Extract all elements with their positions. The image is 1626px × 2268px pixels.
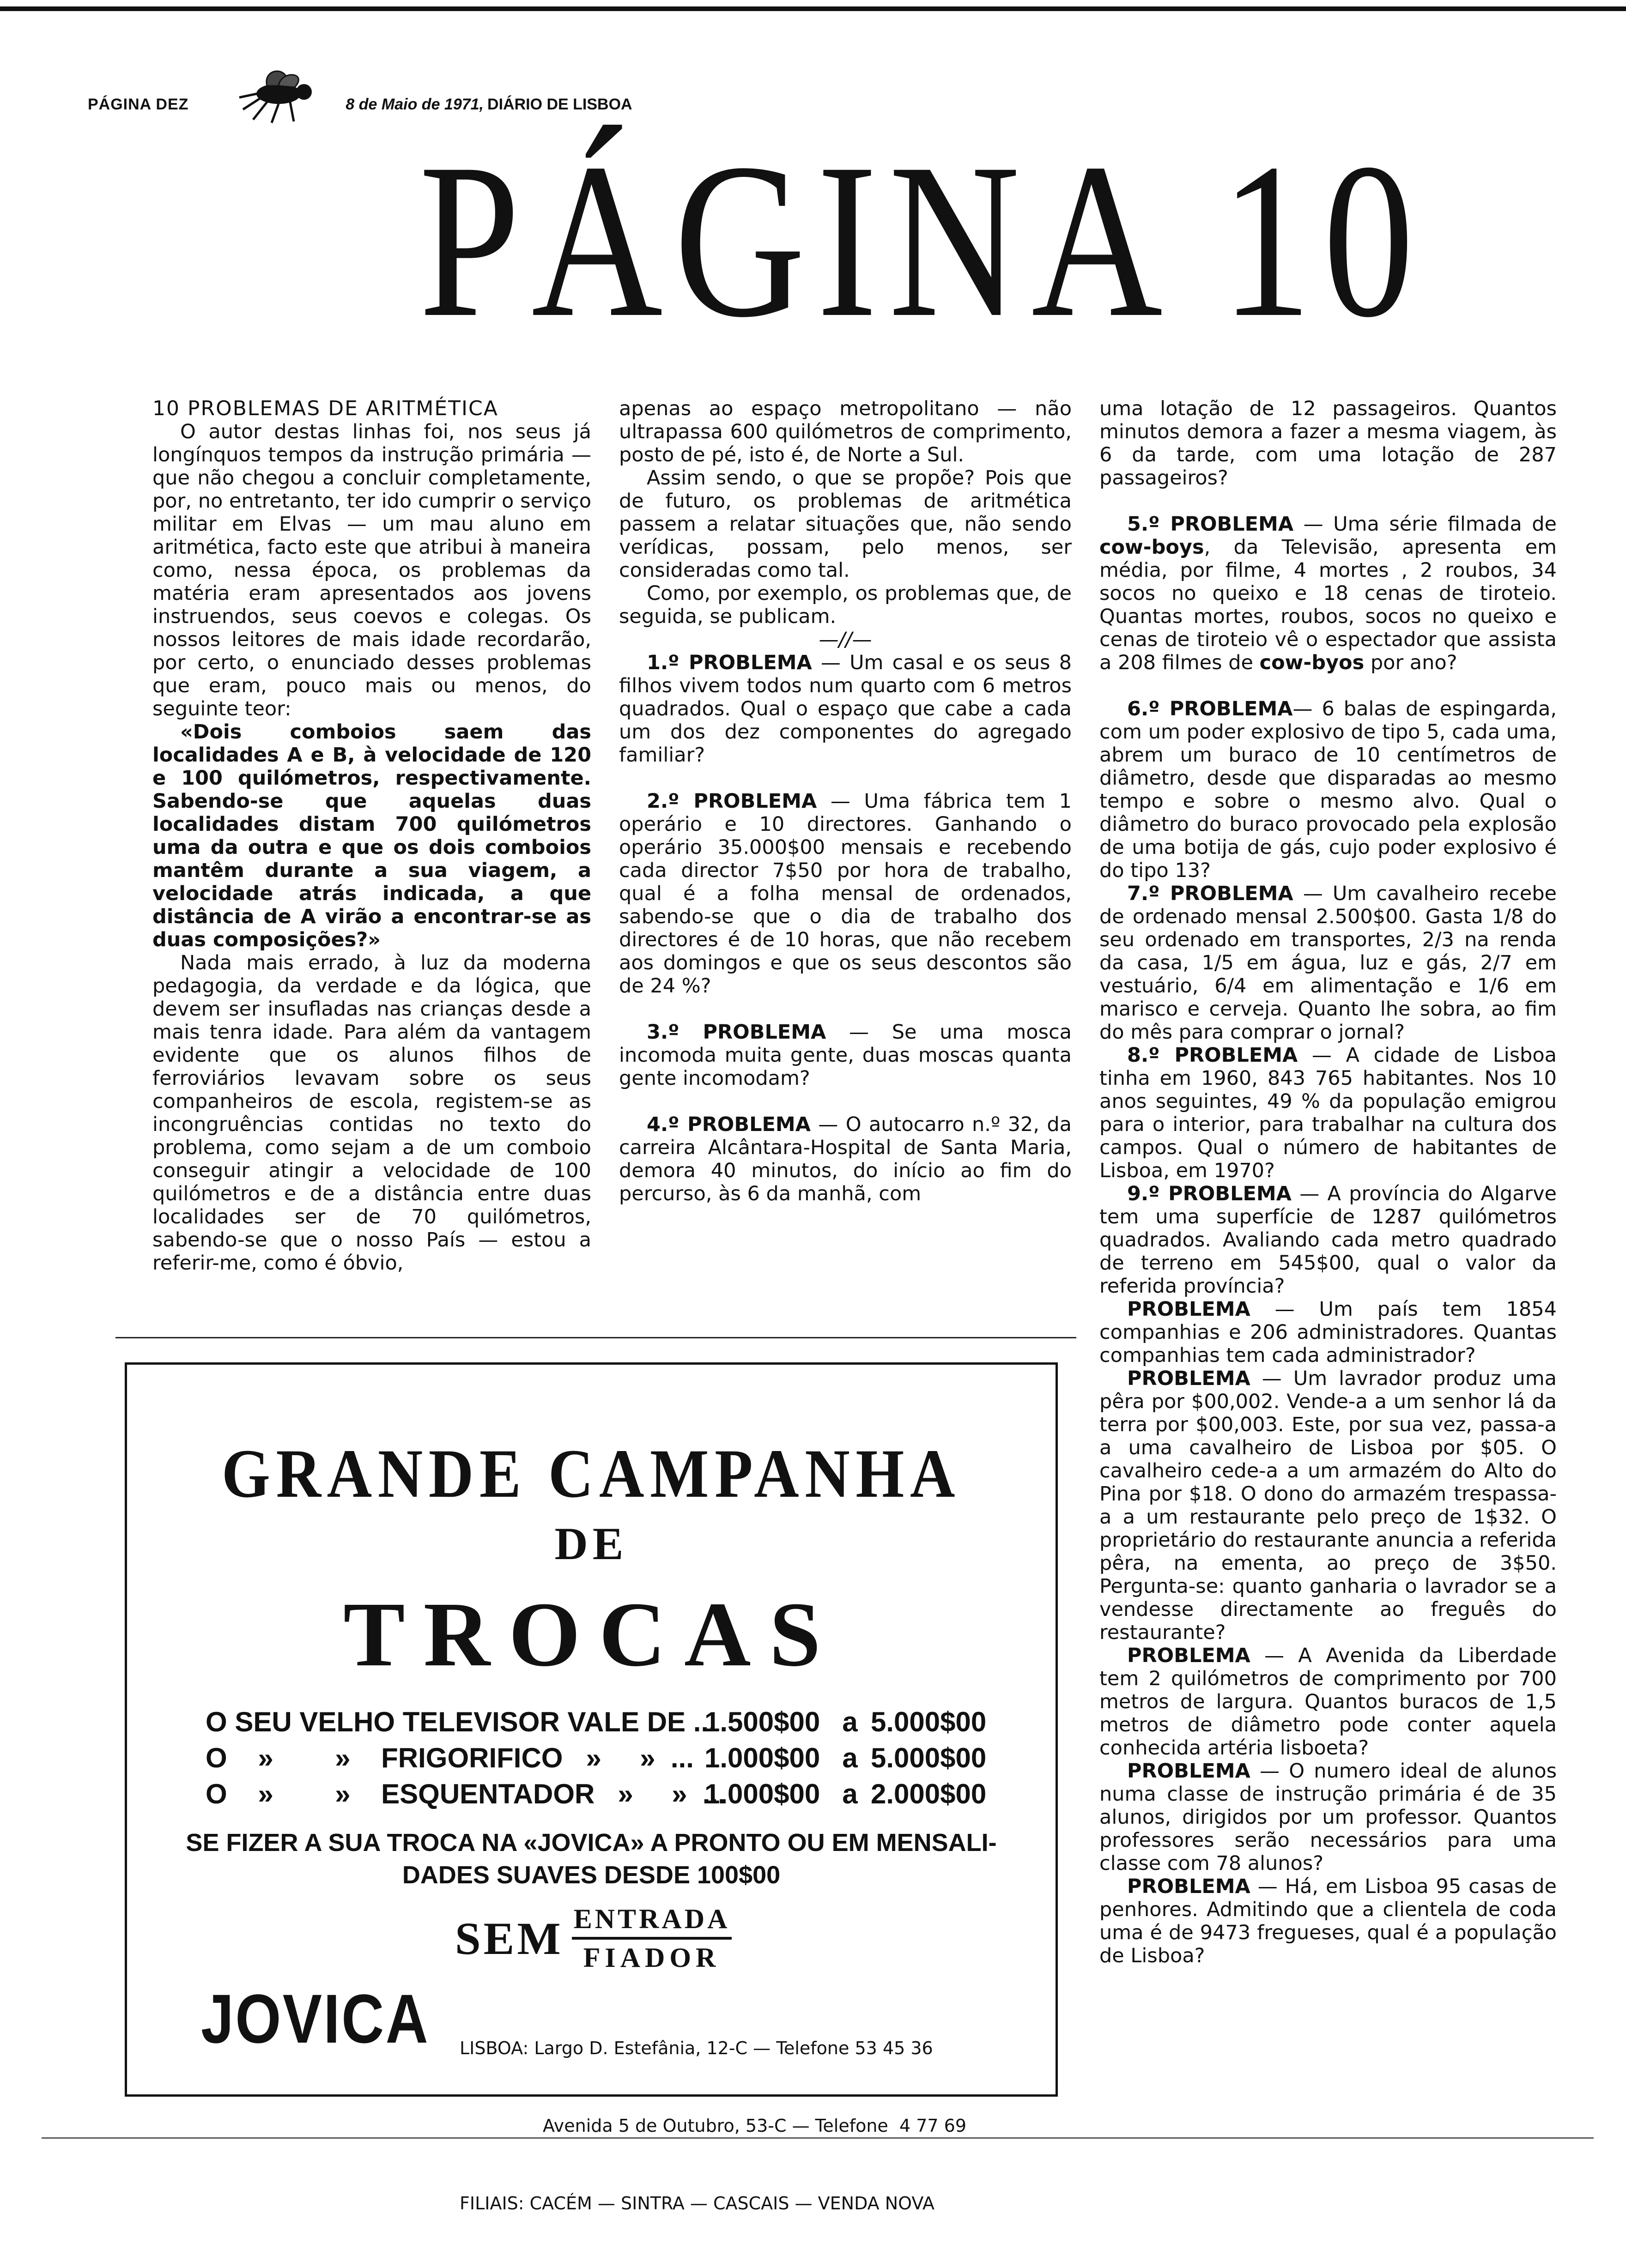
paragraph: O autor destas linhas foi, nos seus já longínquos tempos da instrução primária — que não chegou a concluir completamente, por, no entretanto, ter ido cumprir o serviço militar em Elvas — um mau aluno em aritmética, facto este que atribui à maneira como, nessa época, os problemas da matéria eram apresentados aos jovens instruendos, seus coevos e colegas. Os nossos leitores de mais idade recordarão, por certo, o enunciado desses problemas que eram, pouco mais ou menos, do seguinte teor: [152,420,591,720]
problem-10: PROBLEMA — Um país tem 1854 companhias e 206 administradores. Quantas companhias tem cada administrador? [1099,1298,1557,1367]
article-column-3 [1099,397,1557,2124]
problem-13: PROBLEMA — O numero ideal de alunos numa classe de instrução primária é de 35 alunos, dirigidos por um professor. Quantos professores serão necessários para uma classe com 78 alunos? [1099,1760,1557,1875]
paragraph: uma lotação de 12 passageiros. Quantos minutos demora a fazer a mesma viagem, às 6 da tarde, com uma lotação de 287 passageiros? [1099,397,1557,490]
brand-logo: JOVICA [201,1980,430,2057]
paragraph: Como, por exemplo, os problemas que, de seguida, se publicam. [619,582,1072,628]
problem-7: 7.º PROBLEMA — Um cavalheiro recebe de ordenado mensal 2.500$00. Gasta 1/8 do seu ordenado em transportes, 2/3 na renda da casa, 1/5 em água, luz e gás, 2/7 em vestuário, 6/4 em alimentação e 1/6 em marisco e cerveja. Quanto lhe sobra, ao fim do mês para comprar o jornal? [1099,882,1557,1044]
ad-sem-entrada-fiador: SEM $\frac{\text{ENTRADA}}{\text{FIADOR}}$ [455,1903,732,1974]
problem-5: 5.º PROBLEMA — Uma série filmada de cow-boys, da Televisão, apresenta em média, por filme, 4 mortes , 2 roubos, 34 socos no queixo e 18 cenas de tiroteio. Quantas mortes, roubos, socos no queixo e cenas de tiroteio vê o espectador que assista a 208 filmes de cow-byos por ano? [1099,513,1557,674]
bottom-rule [42,2137,1594,2139]
ad-headline-trocas: TROCAS [343,1584,839,1686]
article-column-2 [619,397,1072,1321]
fly-icon [235,65,318,125]
problem-1: 1.º PROBLEMA — Um casal e os seus 8 filhos vivem todos num quarto com 6 metros quadrados. Qual o espaço que cabe a cada um dos dez componentes do agregado familiar? [619,651,1072,767]
problem-6: 6.º PROBLEMA— 6 balas de espingarda, com um poder explosivo de tipo 5, cada uma, abrem um buraco de 10 centímetros de diâmetro, desde que disparadas ao mesmo tempo e sobre o mesmo alvo. Qual o diâmetro do buraco provocado pela explosão de uma botija de gás, cujo poder explosivo é do tipo 13? [1099,697,1557,882]
offer-list [206,1704,1000,1812]
ad-call-to-action: SE FIZER A SUA TROCA NA «JOVICA» A PRONTO OU EM MENSALI- DADES SUAVES DESDE 100$00 [186,1829,997,1889]
paragraph: Assim sendo, o que se propõe? Pois que de futuro, os problemas de aritmética passem a relatar situações que, não sendo verídicas, possam, pelo menos, ser consideradas como tal. [619,466,1072,582]
advertisement-box [125,1362,1058,2214]
article-title: 10 PROBLEMAS DE ARITMÉTICA [152,397,498,420]
top-rule [0,6,1626,11]
page-title: PÁGINA 10 [419,117,1426,363]
problem-11: PROBLEMA — Um lavrador produz uma pêra por $00,002. Vende-a a um senhor lá da terra por $00,003. Este, por sua vez, passa-a a uma cavalheiro de Lisboa por $05. O cavalheiro cede-a a um armazém do Alto do Pina por $18. O dono do armazém trespassa-a a um restaurante pelo preço de 1$32. O proprietário do restaurante anuncia a referida pêra, na ementa, ao preço de 3$50. Pergunta-se: quanto ganharia o lavrador se a vendesse directamente ao freguês do restaurante? [1099,1367,1557,1644]
page-header [88,91,632,118]
ad-top-rule [115,1337,1076,1338]
problem-4: 4.º PROBLEMA — O autocarro n.º 32, da carreira Alcântara-Hospital de Santa Maria, demora 40 minutos, do início ao fim do percurso, às 6 da manhã, com [619,1113,1072,1205]
issue-date: 8 de Maio de 1971, [346,95,484,113]
offer-row: O SEU VELHO TELEVISOR VALE DE ... 1.500$00 a 5.000$00 [206,1706,987,1737]
separator: —//— [819,628,872,651]
ad-headline: GRANDE CAMPANHA [221,1435,961,1512]
problem-8: 8.º PROBLEMA — A cidade de Lisboa tinha em 1960, 843 765 habitantes. Nos 10 anos seguintes, 49 % da população emigrou para o interior, para trabalhar na cultura dos campos. Qual o número de habitantes de Lisboa, em 1970? [1099,1044,1557,1182]
problem-3: 3.º PROBLEMA — Se uma mosca incomoda muita gente, duas moscas quanta gente incomodam? [619,1021,1072,1090]
offer-row: O » » ESQUENTADOR » » ... 1.000$00 a 2.000$00 [206,1778,987,1809]
page-label: PÁGINA DEZ [88,95,189,113]
article-column-1 [152,397,591,1316]
problem-2: 2.º PROBLEMA — Uma fábrica tem 1 operário e 10 directores. Ganhando o operário 35.000$00 mensais e recebendo cada director 7$50 por hora de trabalho, qual é a folha mensal de ordenados, sabendo-se que o dia de trabalho dos directores é de 10 horas, que não recebem aos domingos e que os seus descontos são de 24 %? [619,790,1072,998]
quoted-problem: «Dois comboios saem das localidades A e B, à velocidade de 120 e 100 quilómetros, respectivamente. Sabendo-se que aquelas duas localidades distam 700 quilómetros uma da outra e que os dois comboios mantêm durante a sua viagem, a velocidade atrás indicada, a que distância de A virão a encontrar-se as duas composições?» [152,720,591,951]
offer-row: O » » FRIGORIFICO » » ... 1.000$00 a 5.000$00 [206,1742,987,1773]
ad-headline-de: DE [554,1518,628,1569]
newspaper-name: DIÁRIO DE LISBOA [487,95,632,113]
problem-9: 9.º PROBLEMA — A província do Algarve tem uma superfície de 1287 quilómetros quadrados. Avaliando cada metro quadrado de terreno em 545$00, qual o valor da referida província? [1099,1182,1557,1298]
problem-12: PROBLEMA — A Avenida da Liberdade tem 2 quilómetros de comprimento por 700 metros de largura. Quantos buracos de 1,5 metros de diâmetro pode conter aquela conhecida artéria lisboeta? [1099,1644,1557,1760]
paragraph: Nada mais errado, à luz da moderna pedagogia, da verdade e da lógica, que devem ser insufladas nas crianças desde a mais tenra idade. Para além da vantagem evidente que os alunos filhos de ferroviários levavam sobre os seus companheiros de escola, registem-se as incongruências contidas no texto do problema, como sejam a de um comboio conseguir atingir a velocidade de 100 quilómetros e de a distância entre duas localidades ser de 70 quilómetros, sabendo-se que o nosso País — estou a referir-me, como é óbvio, [152,951,591,1275]
ad-addresses: LISBOA: Largo D. Estefânia, 12-C — Telefone 53 45 36 Avenida 5 de Outubro, 53-C — Telefone 4 77 69 FILIAIS: CACÉM — SINTRA — CASCAIS — VENDA NOVA [460,2038,967,2214]
paragraph: apenas ao espaço metropolitano — não ultrapassa 600 quilómetros de comprimento, posto de pé, isto é, de Norte a Sul. [619,397,1072,466]
problem-14: PROBLEMA — Há, em Lisboa 95 casas de penhores. Admitindo que a clientela de coda uma é de 9473 fregueses, qual é a população de Lisboa? [1099,1875,1557,1967]
